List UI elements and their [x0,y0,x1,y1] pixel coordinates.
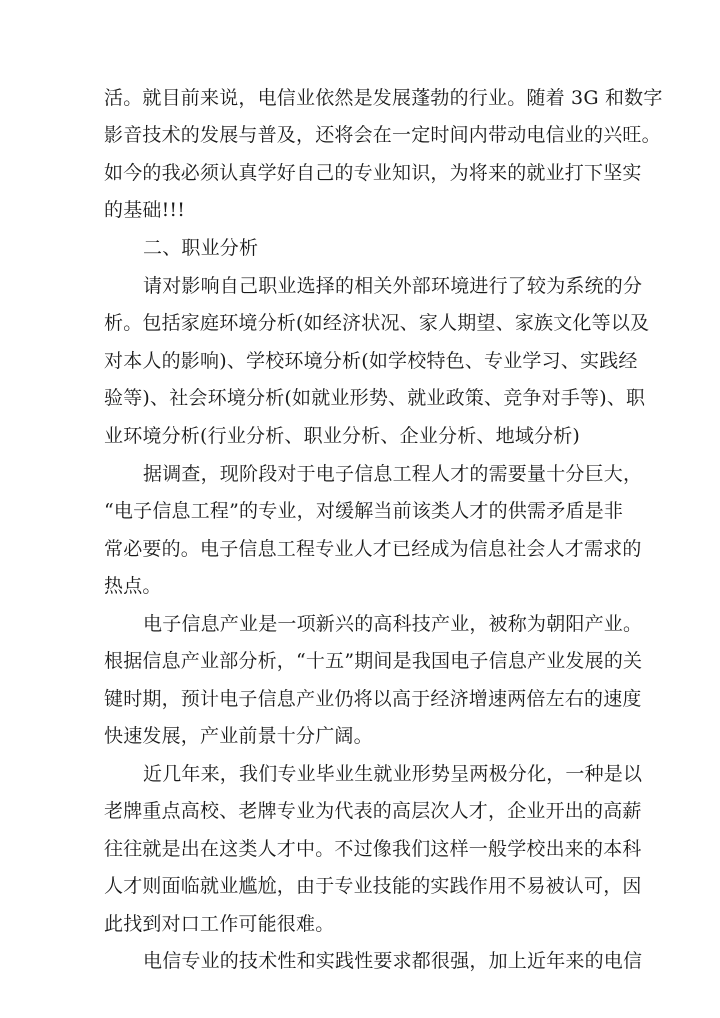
paragraph-line: 热点。 [104,575,162,597]
paragraph-line: 电子信息产业是一项新兴的高科技产业，被称为朝阳产业。 [143,613,643,635]
paragraph-line: 对本人的影响)、学校环境分析(如学校特色、专业学习、实践经 [104,350,638,372]
paragraph-line: 往往就是出在这类人才中。不过像我们这样一般学校出来的本科 [104,838,642,860]
paragraph-line: 如今的我必须认真学好自己的专业知识，为将来的就业打下坚实 [104,162,642,184]
paragraph-line: 请对影响自己职业选择的相关外部环境进行了较为系统的分 [143,275,643,297]
paragraph-line: 老牌重点高校、老牌专业为代表的高层次人才，企业开出的高薪 [104,800,642,822]
paragraph-line: 影音技术的发展与普及，还将会在一定时间内带动电信业的兴旺。 [104,124,661,146]
paragraph-line: 常必要的。电子信息工程专业人才已经成为信息社会人才需求的 [104,538,642,560]
paragraph-line: 的基础!!! [104,199,186,221]
paragraph-line: 据调查，现阶段对于电子信息工程人才的需要量十分巨大， [143,463,643,485]
paragraph-line: 电信专业的技术性和实践性要求都很强，加上近年来的电信 [143,950,643,972]
paragraph-line: 活。就目前来说，电信业依然是发展蓬勃的行业。随着 3G 和数字 [104,87,663,109]
paragraph-line: 验等)、社会环境分析(如就业形势、就业政策、竞争对手等)、职 [104,387,646,409]
paragraph-line: 业环境分析(行业分析、职业分析、企业分析、地域分析) [104,425,581,447]
paragraph-line: 根据信息产业部分析，“十五”期间是我国电子信息产业发展的关 [104,650,643,672]
paragraph-line: 析。包括家庭环境分析(如经济状况、家人期望、家族文化等以及 [104,312,650,334]
paragraph-line: 人才则面临就业尴尬，由于专业技能的实践作用不易被认可，因 [104,875,642,897]
section-heading: 二、职业分析 [143,237,259,259]
paragraph-line: 键时期，预计电子信息产业仍将以高于经济增速两倍左右的速度 [104,688,642,710]
paragraph-line: 近几年来，我们专业毕业生就业形势呈两极分化，一种是以 [143,763,643,785]
paragraph-line: “电子信息工程”的专业，对缓解当前该类人才的供需矛盾是非 [104,500,624,522]
paragraph-line: 快速发展，产业前景十分广阔。 [104,725,373,747]
paragraph-line: 此找到对口工作可能很难。 [104,913,335,935]
